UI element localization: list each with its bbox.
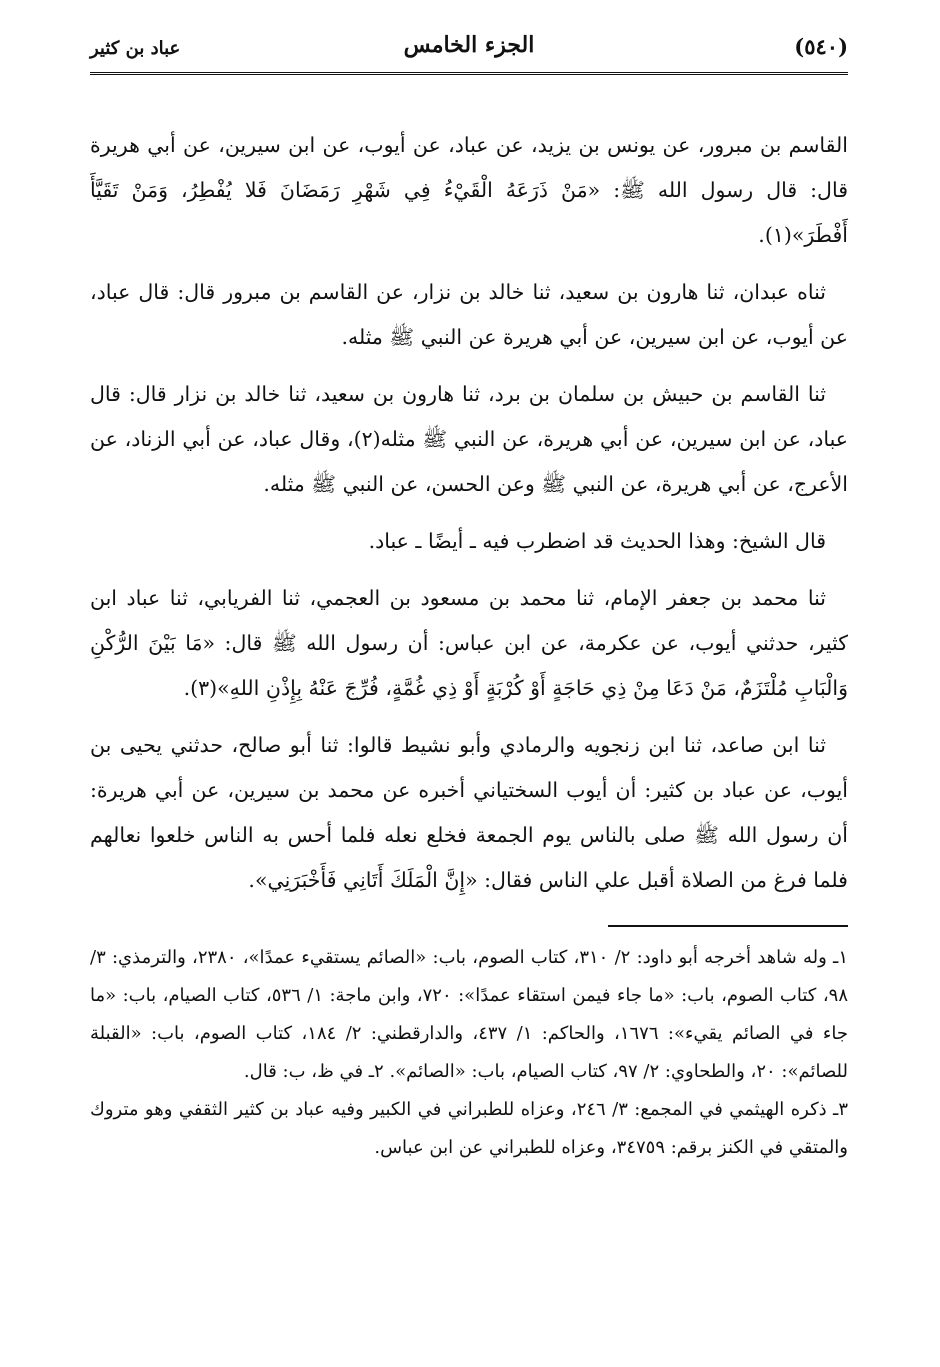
paragraph: قال الشيخ: وهذا الحديث قد اضطرب فيه ـ أيضًا ـ عباد. [368, 529, 826, 553]
paragraph: ثنا ابن صاعد، ثنا ابن زنجويه والرمادي وأبو نشيط قالوا: ثنا أبو صالح، حدثني يحيى بن أيوب، عن عباد بن كثير: أن أيوب السختياني أخبره عن محمد بن سيرين، عن أبي هريرة: أن رسول الله ﷺ صلى بالناس يوم الجمعة فخلع نعله فلما أحس به الناس خلعوا نعالهم فلما فرغ من الصلاة أقبل علي الناس فقال: «إِنَّ الْمَلَكَ أَتَانِي فَأَخْبَرَنِي». [90, 733, 848, 892]
book-title: عباد بن كثير [90, 38, 181, 59]
part-title: الجزء الخامس [403, 32, 535, 58]
footnote: ١ـ وله شاهد أخرجه أبو داود: ٢/ ٣١٠، كتاب الصوم، باب: «الصائم يستقيء عمدًا»، ٢٣٨٠، والترمذي: ٣/ ٩٨، كتاب الصوم، باب: «ما جاء فيمن استقاء عمدًا»: ٧٢٠، وابن ماجة: ١/ ٥٣٦، كتاب الصيام، باب: «ما جاء في الصائم يقيء»: ١٦٧٦، والحاكم: ١/ ٤٣٧، والدارقطني: ٢/ ١٨٤، كتاب الصوم، باب: «القبلة للصائم»: ٢٠، والطحاوي: ٢/ ٩٧، كتاب الصيام، باب: «الصائم». ٢ـ في ظ، ب: قال. [90, 947, 848, 1082]
footnotes [90, 939, 848, 1167]
paragraph: ثنا محمد بن جعفر الإمام، ثنا محمد بن مسعود بن العجمي، ثنا الفريابي، ثنا عباد ابن كثير، حدثني أيوب، عن عكرمة، عن ابن عباس: أن رسول الله ﷺ قال: «مَا بَيْنَ الرُّكْنِ وَالْبَابِ مُلْتَزَمٌ، مَنْ دَعَا مِنْ ذِي حَاجَةٍ أَوْ كُرْبَةٍ أَوْ ذِي غُمَّةٍ، فُرِّجَ عَنْهُ بِإِذْنِ اللهِ»(٣). [90, 586, 848, 700]
main-text [90, 123, 848, 903]
document-page [90, 28, 848, 1167]
paragraph: ثناه عبدان، ثنا هارون بن سعيد، ثنا خالد بن نزار، عن القاسم بن مبرور قال: قال عباد، عن أيوب، عن ابن سيرين، عن أبي هريرة عن النبي ﷺ مثله. [90, 280, 848, 349]
paragraph: ثنا القاسم بن حبيش بن سلمان بن برد، ثنا هارون بن سعيد، ثنا خالد بن نزار قال: قال عباد، عن ابن سيرين، عن أبي هريرة، عن النبي ﷺ مثله(٢)، وقال عباد، عن أبي الزناد، عن الأعرج، عن أبي هريرة، عن النبي ﷺ وعن الحسن، عن النبي ﷺ مثله. [90, 382, 848, 496]
footnote-divider [608, 925, 848, 927]
page-header [90, 28, 848, 75]
page-number: (٥٤٠) [794, 34, 848, 59]
paragraph: القاسم بن مبرور، عن يونس بن يزيد، عن عباد، عن أيوب، عن ابن سيرين، عن أبي هريرة قال: قال رسول الله ﷺ: «مَنْ ذَرَعَهُ الْقَيْءُ فِي شَهْرِ رَمَضَانَ فَلا يُفْطِرُ، وَمَنْ تَقَيَّأَ أَفْطَرَ»(١). [90, 133, 848, 247]
footnote: ٣ـ ذكره الهيثمي في المجمع: ٣/ ٢٤٦، وعزاه للطبراني في الكبير وفيه عباد بن كثير الثقفي وهو متروك والمتقي في الكنز برقم: ٣٤٧٥٩، وعزاه للطبراني عن ابن عباس. [90, 1099, 848, 1158]
